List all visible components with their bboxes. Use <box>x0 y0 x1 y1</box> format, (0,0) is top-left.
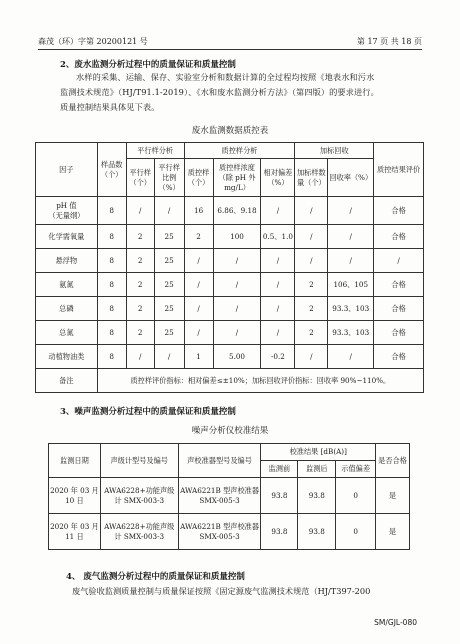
col-par-ratio: 平行样比例（%） <box>154 159 184 197</box>
cell-par-ratio: 25 <box>154 297 184 321</box>
section-2-heading: 2、废水监测分析过程中的质量保证和质量控制 <box>60 60 236 70</box>
cell-meter: AWA6228+功能声级计 SMX-003-3 <box>100 514 178 550</box>
section-3-heading: 3、噪声监测分析过程中的质量保证和质量控制 <box>60 407 236 417</box>
cell-spike-count: 2 <box>295 297 328 321</box>
cell-calibrator: AWA6221B 型声校准器 SMX-005-3 <box>178 478 261 514</box>
col-spike-count: 加标样数量（个） <box>295 159 328 197</box>
table-row <box>36 249 424 273</box>
cell-samples: 8 <box>97 297 126 321</box>
footer-code: SM/GJL-080 <box>374 618 417 627</box>
cell-rel-dev: / <box>261 297 295 321</box>
cell-qc-conc: 5.00 <box>213 345 261 369</box>
cell-ok: 是 <box>376 514 410 550</box>
col-parallel: 平行样分析 <box>126 143 184 159</box>
wastewater-qc-table <box>35 142 424 393</box>
cell-spike-count: / <box>295 197 328 225</box>
cell-recovery: / <box>328 249 374 273</box>
cell-par-count: 2 <box>126 225 154 249</box>
cell-rel-dev: -0.2 <box>261 345 295 369</box>
cell-meter: AWA6228+功能声级计 SMX-003-3 <box>100 478 178 514</box>
col-qc-conc: 质控样浓度（除 pH 外 mg/L） <box>213 159 261 197</box>
col-after: 监测后 <box>298 461 336 478</box>
cell-eval: 合格 <box>374 273 424 297</box>
col-recovery: 回收率（%） <box>328 159 374 197</box>
cell-eval: 合格 <box>374 345 424 369</box>
col-meter: 声级计型号及编号 <box>100 444 178 478</box>
col-result: 校准结果 [dB(A)] <box>261 444 376 461</box>
cell-eval: 合格 <box>374 297 424 321</box>
cell-eval: / <box>374 249 424 273</box>
document-number: 森茂（环）字第 20200121 号 <box>38 37 148 46</box>
col-qc-count: 质控样（个） <box>184 159 213 197</box>
cell-calibrator: AWA6221B 型声校准器 SMX-005-3 <box>178 514 261 550</box>
cell-qc-conc: / <box>213 273 261 297</box>
cell-after: 93.8 <box>298 514 336 550</box>
cell-samples: 8 <box>97 273 126 297</box>
cell-recovery: / <box>328 345 374 369</box>
cell-eval: 合格 <box>374 225 424 249</box>
cell-qc-count: 16 <box>184 197 213 225</box>
note-label: 备注 <box>36 369 98 393</box>
page-header <box>38 36 422 50</box>
cell-before: 93.8 <box>261 478 298 514</box>
cell-factor: 动植物油类 <box>36 345 98 369</box>
cell-ok: 是 <box>376 478 410 514</box>
section-2-line-2: 监测技术规范》（HJ/T91.1-2019）、《水和废水监测分析方法》（第四版）的要求进行。 <box>60 87 379 97</box>
table-row <box>36 225 424 249</box>
col-before: 监测前 <box>261 461 298 478</box>
cell-par-count: 2 <box>126 249 154 273</box>
cell-rel-dev: / <box>261 249 295 273</box>
section-4-line-1: 废气验收监测质量控制与质量保证按照《固定源废气监测技术规范（HJ/T397-200 <box>72 586 371 596</box>
table-row <box>36 345 424 369</box>
cell-after: 93.8 <box>298 478 336 514</box>
cell-par-ratio: 25 <box>154 273 184 297</box>
cell-qc-conc: / <box>213 297 261 321</box>
cell-qc-count: 2 <box>184 225 213 249</box>
cell-par-ratio: 25 <box>154 225 184 249</box>
col-samples: 样品数（个） <box>97 143 126 197</box>
cell-recovery: 106、105 <box>328 273 374 297</box>
table-row <box>36 321 424 345</box>
cell-par-count: 2 <box>126 297 154 321</box>
col-ok: 是否合格 <box>376 444 410 478</box>
cell-recovery: 93.3、103 <box>328 297 374 321</box>
cell-factor: 氨氮 <box>36 273 98 297</box>
cell-rel-dev: / <box>261 197 295 225</box>
cell-par-ratio: 25 <box>154 321 184 345</box>
cell-factor: 总磷 <box>36 297 98 321</box>
cell-spike-count: / <box>295 225 328 249</box>
cell-spike-count: / <box>295 345 328 369</box>
wastewater-table-title: 废水监测数据质控表 <box>191 126 269 136</box>
cell-rel-dev: / <box>261 321 295 345</box>
col-qc: 质控样分析 <box>184 143 295 159</box>
factor-unit: （无量纲） <box>48 210 85 220</box>
col-spike: 加标回收 <box>295 143 374 159</box>
noise-table-title: 噪声分析仪校准结果 <box>191 426 269 436</box>
cell-recovery: / <box>328 225 374 249</box>
table-row <box>36 273 424 297</box>
cell-par-count: 2 <box>126 273 154 297</box>
table-row <box>49 478 410 514</box>
table-row <box>36 297 424 321</box>
cell-par-ratio: 25 <box>154 249 184 273</box>
cell-qc-conc: / <box>213 249 261 273</box>
cell-rel-dev: 0.5、1.0 <box>261 225 295 249</box>
cell-qc-count: / <box>184 249 213 273</box>
col-eval: 质控结果评价 <box>374 143 424 197</box>
page-number: 第 17 页 共 18 页 <box>356 37 422 46</box>
noise-calibration-table <box>48 443 410 550</box>
table-row <box>36 197 424 225</box>
cell-rel-dev: / <box>261 273 295 297</box>
cell-recovery: / <box>328 197 374 225</box>
cell-qc-conc: / <box>213 321 261 345</box>
col-par-count: 平行样（个） <box>126 159 154 197</box>
table-row <box>49 514 410 550</box>
cell-par-ratio: / <box>154 345 184 369</box>
cell-spike-count: 2 <box>295 273 328 297</box>
cell-spike-count: 2 <box>295 321 328 345</box>
col-dev: 示值偏差 <box>336 461 376 478</box>
col-rel-dev: 相对偏差（%） <box>261 159 295 197</box>
cell-eval: 合格 <box>374 321 424 345</box>
cell-dev: 0 <box>336 478 376 514</box>
cell-factor: 悬浮物 <box>36 249 98 273</box>
cell-before: 93.8 <box>261 514 298 550</box>
cell-samples: 8 <box>97 249 126 273</box>
cell-samples: 8 <box>97 345 126 369</box>
cell-par-count: 2 <box>126 321 154 345</box>
cell-samples: 8 <box>97 225 126 249</box>
cell-recovery: 93.3、103 <box>328 321 374 345</box>
cell-qc-count: / <box>184 297 213 321</box>
col-factor: 因子 <box>36 143 98 197</box>
cell-qc-count: / <box>184 321 213 345</box>
cell-qc-conc: 100 <box>213 225 261 249</box>
cell-qc-count: / <box>184 273 213 297</box>
section-2-line-3: 质量控制结果具体见下表。 <box>60 102 160 112</box>
cell-samples: 8 <box>97 321 126 345</box>
col-calibrator: 声校准器型号及编号 <box>178 444 261 478</box>
cell-par-count: / <box>126 197 154 225</box>
cell-factor <box>36 197 98 225</box>
cell-spike-count: / <box>295 249 328 273</box>
section-2-line-1: 水样的采集、运输、保存、实验室分析和数据计算的全过程均按照《地表水和污水 <box>76 72 375 82</box>
cell-par-ratio: / <box>154 197 184 225</box>
cell-par-count: / <box>126 345 154 369</box>
cell-date: 2020 年 03 月 11 日 <box>49 514 101 550</box>
cell-factor: 总氮 <box>36 321 98 345</box>
cell-samples: 8 <box>97 197 126 225</box>
note-text: 质控样评价指标：相对偏差≤±10%；加标回收评价指标：回收率 90%~110%。 <box>97 369 423 393</box>
cell-qc-conc: 6.86、9.18 <box>213 197 261 225</box>
cell-eval: 合格 <box>374 197 424 225</box>
col-date: 监测日期 <box>49 444 101 478</box>
section-4-heading: 4、 废气监测分析过程中的质量保证和质量控制 <box>66 572 245 582</box>
cell-qc-count: 1 <box>184 345 213 369</box>
cell-dev: 0 <box>336 514 376 550</box>
factor-name: pH 值 <box>56 200 77 210</box>
cell-factor: 化学需氧量 <box>36 225 98 249</box>
cell-date: 2020 年 03 月 10 日 <box>49 478 101 514</box>
